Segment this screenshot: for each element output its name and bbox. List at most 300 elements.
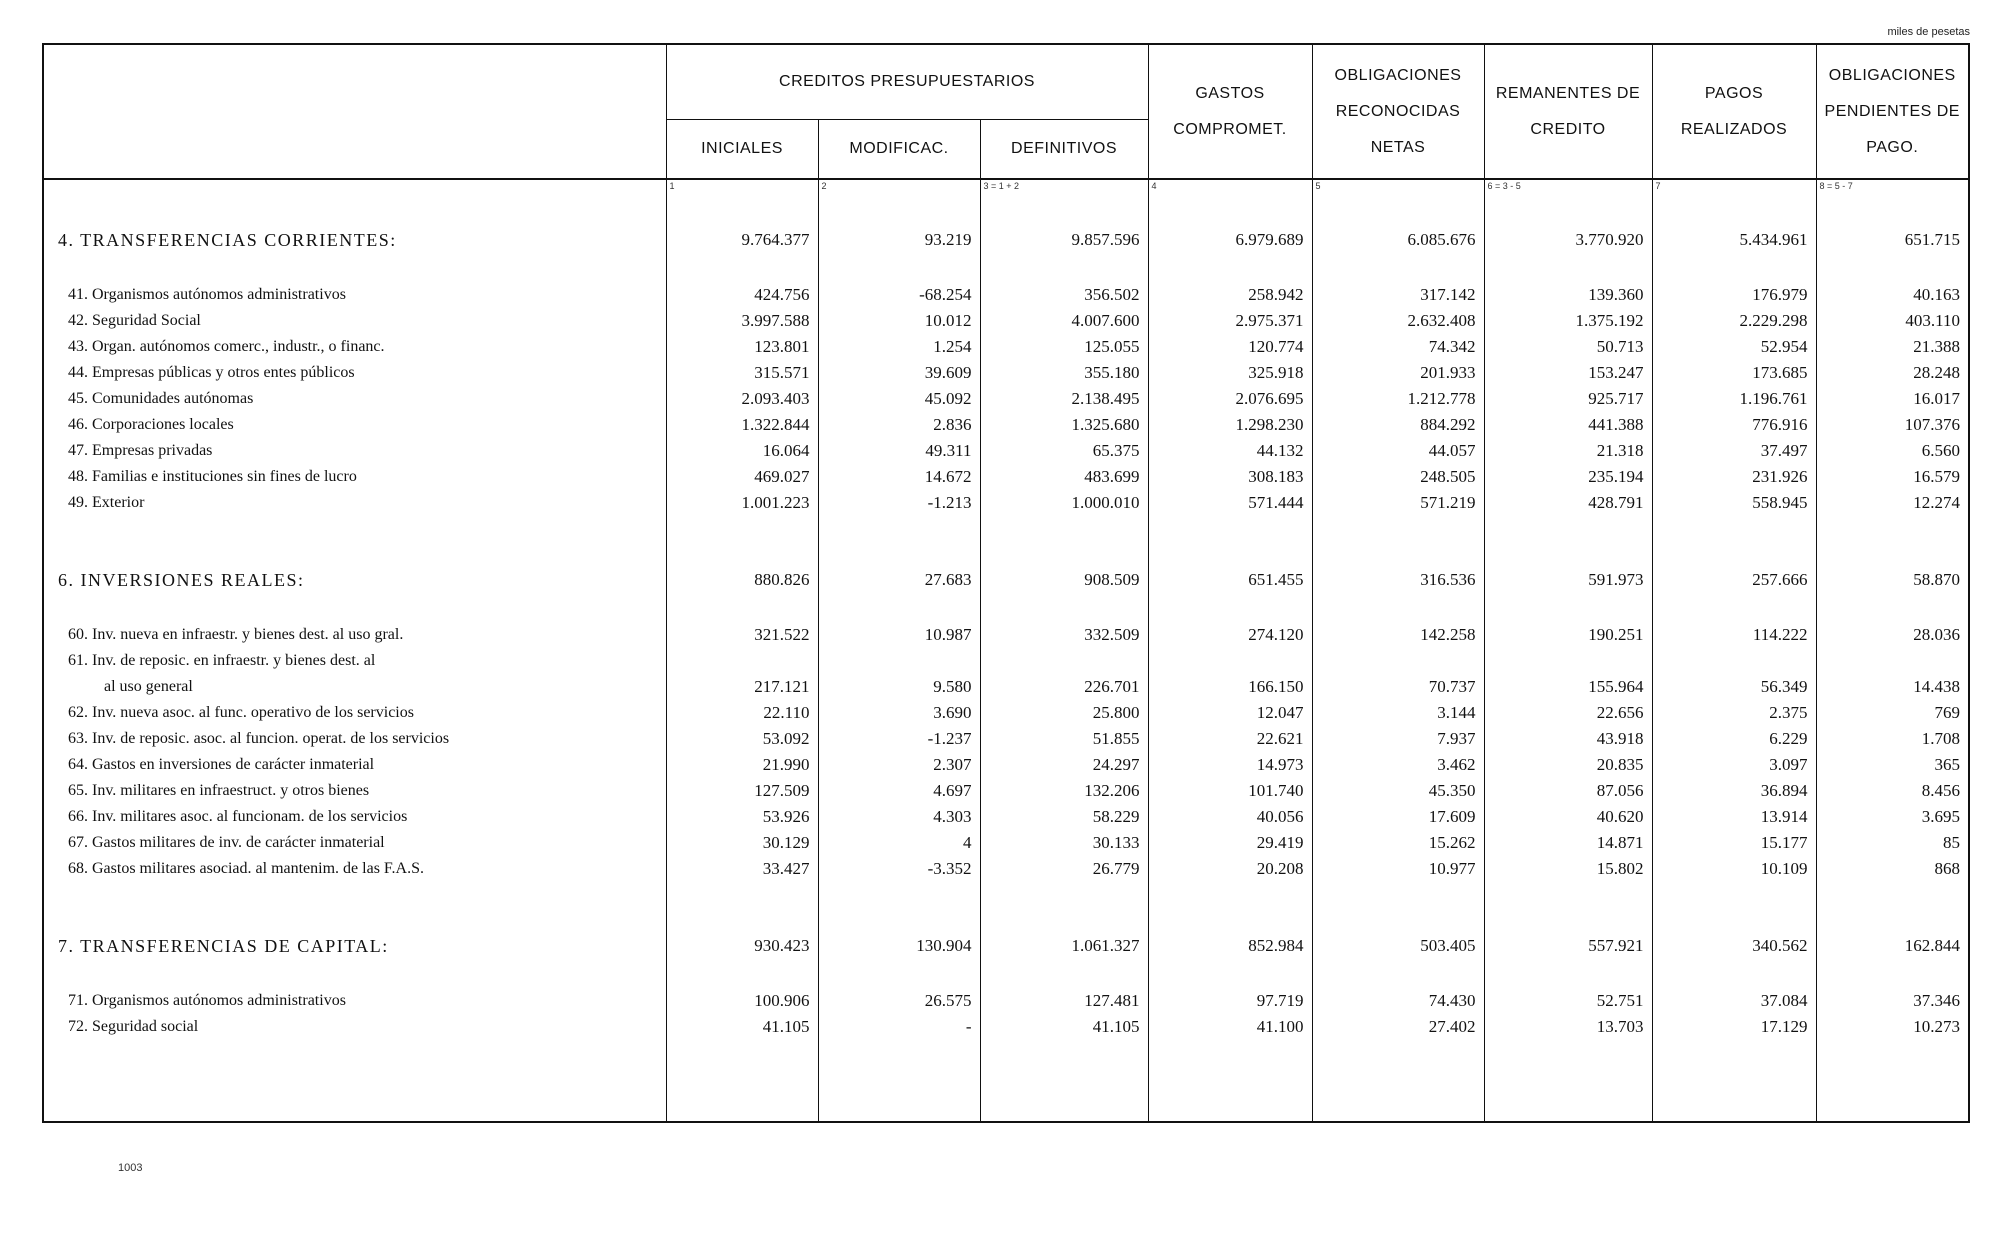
value-cell: 356.502	[980, 282, 1148, 308]
value-cell: -68.254	[818, 282, 980, 308]
value-cell: 40.163	[1816, 282, 1969, 308]
value-cell: -1.237	[818, 726, 980, 752]
row-label: 60. Inv. nueva en infraestr. y bienes dest. al uso gral.	[43, 622, 666, 648]
value-cell: 591.973	[1484, 560, 1652, 600]
spacer-cell	[1816, 966, 1969, 988]
value-cell: 4	[818, 830, 980, 856]
value-cell: 10.109	[1652, 856, 1816, 882]
value-cell: 483.699	[980, 464, 1148, 490]
row-label: 71. Organismos autónomos administrativos	[43, 988, 666, 1014]
value-cell: 37.346	[1816, 988, 1969, 1014]
value-cell: 12.274	[1816, 490, 1969, 516]
value-cell: 22.621	[1148, 726, 1312, 752]
value-cell: 41.105	[980, 1014, 1148, 1040]
value-cell: 257.666	[1652, 560, 1816, 600]
spacer-cell	[666, 966, 818, 988]
value-cell: 3.144	[1312, 700, 1484, 726]
col-index-cell	[43, 179, 666, 198]
spacer-cell	[980, 198, 1148, 220]
header-pendientes: OBLIGACIONES PENDIENTES DE PAGO.	[1816, 44, 1969, 179]
value-cell: 1.322.844	[666, 412, 818, 438]
chapter-row	[43, 560, 1969, 600]
value-cell: 45.350	[1312, 778, 1484, 804]
value-cell: 1.212.778	[1312, 386, 1484, 412]
value-cell: 30.133	[980, 830, 1148, 856]
value-cell: 176.979	[1652, 282, 1816, 308]
spacer-cell	[1484, 198, 1652, 220]
value-cell: 123.801	[666, 334, 818, 360]
header-definitivos: DEFINITIVOS	[980, 120, 1148, 180]
row-label: 63. Inv. de reposic. asoc. al funcion. operat. de los servicios	[43, 726, 666, 752]
value-cell: 2.375	[1652, 700, 1816, 726]
value-cell: 15.262	[1312, 830, 1484, 856]
value-cell: 340.562	[1652, 926, 1816, 966]
value-cell: 127.481	[980, 988, 1148, 1014]
value-cell: 503.405	[1312, 926, 1484, 966]
value-cell: 58.870	[1816, 560, 1969, 600]
value-cell: 308.183	[1148, 464, 1312, 490]
value-cell: 12.047	[1148, 700, 1312, 726]
spacer-row	[43, 966, 1969, 988]
spacer-cell	[980, 260, 1148, 282]
spacer-cell	[43, 198, 666, 220]
chapter-row	[43, 220, 1969, 260]
header-obligaciones: OBLIGACIONES RECONOCIDAS NETAS	[1312, 44, 1484, 179]
value-cell: 52.954	[1652, 334, 1816, 360]
value-cell: 332.509	[980, 622, 1148, 648]
table-row	[43, 438, 1969, 464]
value-cell: 56.349	[1652, 674, 1816, 700]
value-cell: 8.456	[1816, 778, 1969, 804]
spacer-cell	[1652, 966, 1816, 988]
value-cell: 44.057	[1312, 438, 1484, 464]
value-cell: 321.522	[666, 622, 818, 648]
value-cell: 153.247	[1484, 360, 1652, 386]
row-label: 65. Inv. militares en infraestruct. y otros bienes	[43, 778, 666, 804]
value-cell: 258.942	[1148, 282, 1312, 308]
row-label: 64. Gastos en inversiones de carácter inmaterial	[43, 752, 666, 778]
row-label: 42. Seguridad Social	[43, 308, 666, 334]
spacer-cell	[666, 1040, 818, 1122]
spacer-cell	[980, 966, 1148, 988]
value-cell: 26.575	[818, 988, 980, 1014]
filler-row	[43, 1040, 1969, 1122]
value-cell: 65.375	[980, 438, 1148, 464]
value-cell: 1.001.223	[666, 490, 818, 516]
spacer-cell	[1816, 600, 1969, 622]
value-cell: 49.311	[818, 438, 980, 464]
table-row	[43, 464, 1969, 490]
header-gastos: GASTOS COMPROMET.	[1148, 44, 1312, 179]
value-cell: 15.802	[1484, 856, 1652, 882]
row-label: 61. Inv. de reposic. en infraestr. y bienes dest. al	[43, 648, 666, 674]
value-cell: 14.672	[818, 464, 980, 490]
spacer-row	[43, 882, 1969, 926]
value-cell: 28.036	[1816, 622, 1969, 648]
value-cell: 52.751	[1484, 988, 1652, 1014]
spacer-cell	[1312, 882, 1484, 926]
spacer-cell	[1148, 600, 1312, 622]
value-cell: 10.987	[818, 622, 980, 648]
value-cell: 15.177	[1652, 830, 1816, 856]
value-cell: 2.076.695	[1148, 386, 1312, 412]
value-cell: 355.180	[980, 360, 1148, 386]
value-cell: 2.975.371	[1148, 308, 1312, 334]
table-row	[43, 334, 1969, 360]
spacer-cell	[818, 516, 980, 560]
value-cell: 571.444	[1148, 490, 1312, 516]
header-iniciales: INICIALES	[666, 120, 818, 180]
value-cell: 16.579	[1816, 464, 1969, 490]
value-cell: 51.855	[980, 726, 1148, 752]
value-cell: 114.222	[1652, 622, 1816, 648]
unit-note: miles de pesetas	[1887, 26, 1970, 38]
spacer-cell	[1312, 198, 1484, 220]
spacer-cell	[1312, 516, 1484, 560]
value-cell: 3.462	[1312, 752, 1484, 778]
value-cell: 53.092	[666, 726, 818, 752]
value-cell: 769	[1816, 700, 1969, 726]
value-cell: 44.132	[1148, 438, 1312, 464]
spacer-cell	[1816, 1040, 1969, 1122]
spacer-cell	[1816, 198, 1969, 220]
spacer-cell	[1816, 260, 1969, 282]
value-cell: 930.423	[666, 926, 818, 966]
value-cell: 14.871	[1484, 830, 1652, 856]
header-pagos: PAGOS REALIZADOS	[1652, 44, 1816, 179]
spacer-cell	[980, 882, 1148, 926]
table-row	[43, 308, 1969, 334]
col-index-cell: 5	[1312, 179, 1484, 198]
value-cell: 16.017	[1816, 386, 1969, 412]
spacer-cell	[818, 882, 980, 926]
value-cell: 9.857.596	[980, 220, 1148, 260]
spacer-cell	[1484, 966, 1652, 988]
row-label: 66. Inv. militares asoc. al funcionam. de los servicios	[43, 804, 666, 830]
header-concept-blank	[43, 44, 666, 179]
value-cell: 9.580	[818, 674, 980, 700]
value-cell: 21.318	[1484, 438, 1652, 464]
value-cell: 127.509	[666, 778, 818, 804]
value-cell: 74.342	[1312, 334, 1484, 360]
spacer-row	[43, 516, 1969, 560]
value-cell: 315.571	[666, 360, 818, 386]
spacer-row	[43, 260, 1969, 282]
value-cell: 27.402	[1312, 1014, 1484, 1040]
value-cell: 880.826	[666, 560, 818, 600]
spacer-cell	[980, 600, 1148, 622]
value-cell: 1.298.230	[1148, 412, 1312, 438]
spacer-cell	[1148, 516, 1312, 560]
value-cell: 884.292	[1312, 412, 1484, 438]
header-creditos: CREDITOS PRESUPUESTARIOS	[666, 44, 1148, 120]
col-index-cell: 7	[1652, 179, 1816, 198]
value-cell: 21.388	[1816, 334, 1969, 360]
value-cell: 21.990	[666, 752, 818, 778]
value-cell	[1484, 648, 1652, 674]
value-cell: -1.213	[818, 490, 980, 516]
value-cell: 45.092	[818, 386, 980, 412]
spacer-cell	[818, 260, 980, 282]
spacer-cell	[980, 516, 1148, 560]
value-cell: 173.685	[1652, 360, 1816, 386]
value-cell: 97.719	[1148, 988, 1312, 1014]
row-label: 47. Empresas privadas	[43, 438, 666, 464]
value-cell	[666, 648, 818, 674]
table-header	[43, 44, 1969, 179]
value-cell: 4.303	[818, 804, 980, 830]
value-cell: 651.455	[1148, 560, 1312, 600]
spacer-cell	[43, 966, 666, 988]
value-cell	[1148, 648, 1312, 674]
spacer-cell	[1652, 198, 1816, 220]
value-cell: 317.142	[1312, 282, 1484, 308]
value-cell: 235.194	[1484, 464, 1652, 490]
value-cell: 2.836	[818, 412, 980, 438]
spacer-cell	[1312, 600, 1484, 622]
value-cell: 74.430	[1312, 988, 1484, 1014]
row-label: 41. Organismos autónomos administrativos	[43, 282, 666, 308]
value-cell: 85	[1816, 830, 1969, 856]
value-cell: 201.933	[1312, 360, 1484, 386]
value-cell: 10.012	[818, 308, 980, 334]
spacer-cell	[1312, 1040, 1484, 1122]
spacer-cell	[1816, 516, 1969, 560]
spacer-cell	[666, 516, 818, 560]
value-cell: 6.979.689	[1148, 220, 1312, 260]
spacer-cell	[980, 1040, 1148, 1122]
value-cell: 3.690	[818, 700, 980, 726]
value-cell: 120.774	[1148, 334, 1312, 360]
col-index-cell: 8 = 5 - 7	[1816, 179, 1969, 198]
table-row	[43, 856, 1969, 882]
table-row	[43, 1014, 1969, 1040]
value-cell: 14.973	[1148, 752, 1312, 778]
value-cell: 469.027	[666, 464, 818, 490]
spacer-cell	[1652, 260, 1816, 282]
header-remanentes: REMANENTES DE CREDITO	[1484, 44, 1652, 179]
value-cell: 17.609	[1312, 804, 1484, 830]
spacer-cell	[818, 1040, 980, 1122]
value-cell: 17.129	[1652, 1014, 1816, 1040]
value-cell: 101.740	[1148, 778, 1312, 804]
col-index-cell: 4	[1148, 179, 1312, 198]
value-cell: 441.388	[1484, 412, 1652, 438]
value-cell: 908.509	[980, 560, 1148, 600]
value-cell: 70.737	[1312, 674, 1484, 700]
budget-table	[42, 43, 1970, 1123]
spacer-cell	[1312, 966, 1484, 988]
table-row	[43, 988, 1969, 1014]
spacer-cell	[1816, 882, 1969, 926]
value-cell: 166.150	[1148, 674, 1312, 700]
value-cell: 22.110	[666, 700, 818, 726]
value-cell: 93.219	[818, 220, 980, 260]
value-cell: 13.914	[1652, 804, 1816, 830]
table-row	[43, 830, 1969, 856]
value-cell: 132.206	[980, 778, 1148, 804]
value-cell: 428.791	[1484, 490, 1652, 516]
value-cell: 10.977	[1312, 856, 1484, 882]
row-label: 43. Organ. autónomos comerc., industr., o financ.	[43, 334, 666, 360]
table-row	[43, 674, 1969, 700]
row-label: 67. Gastos militares de inv. de carácter inmaterial	[43, 830, 666, 856]
spacer-cell	[666, 260, 818, 282]
value-cell: 316.536	[1312, 560, 1484, 600]
value-cell: 30.129	[666, 830, 818, 856]
value-cell: 231.926	[1652, 464, 1816, 490]
value-cell: 37.084	[1652, 988, 1816, 1014]
row-label: 6. INVERSIONES REALES:	[43, 560, 666, 600]
col-index-cell: 1	[666, 179, 818, 198]
value-cell: 58.229	[980, 804, 1148, 830]
value-cell: 651.715	[1816, 220, 1969, 260]
row-label: 48. Familias e instituciones sin fines de lucro	[43, 464, 666, 490]
value-cell: 16.064	[666, 438, 818, 464]
row-label: 72. Seguridad social	[43, 1014, 666, 1040]
value-cell: 36.894	[1652, 778, 1816, 804]
spacer-cell	[1484, 882, 1652, 926]
col-index-cell: 3 = 1 + 2	[980, 179, 1148, 198]
header-modificac: MODIFICAC.	[818, 120, 980, 180]
value-cell: 40.620	[1484, 804, 1652, 830]
table-row	[43, 386, 1969, 412]
value-cell: 20.208	[1148, 856, 1312, 882]
value-cell: 2.093.403	[666, 386, 818, 412]
value-cell: -3.352	[818, 856, 980, 882]
value-cell: 155.964	[1484, 674, 1652, 700]
value-cell: 571.219	[1312, 490, 1484, 516]
spacer-cell	[1652, 516, 1816, 560]
spacer-cell	[818, 198, 980, 220]
spacer-cell	[1484, 260, 1652, 282]
value-cell: 13.703	[1484, 1014, 1652, 1040]
value-cell	[980, 648, 1148, 674]
value-cell: 41.100	[1148, 1014, 1312, 1040]
spacer-cell	[43, 260, 666, 282]
row-label: 4. TRANSFERENCIAS CORRIENTES:	[43, 220, 666, 260]
spacer-cell	[1484, 1040, 1652, 1122]
value-cell: 53.926	[666, 804, 818, 830]
value-cell: 24.297	[980, 752, 1148, 778]
value-cell: 29.419	[1148, 830, 1312, 856]
table-row	[43, 700, 1969, 726]
spacer-cell	[1652, 600, 1816, 622]
value-cell: 130.904	[818, 926, 980, 966]
value-cell: 6.560	[1816, 438, 1969, 464]
spacer-cell	[1148, 966, 1312, 988]
value-cell: 10.273	[1816, 1014, 1969, 1040]
value-cell: 2.307	[818, 752, 980, 778]
row-label: 45. Comunidades autónomas	[43, 386, 666, 412]
value-cell: 217.121	[666, 674, 818, 700]
spacer-cell	[666, 198, 818, 220]
value-cell: 4.007.600	[980, 308, 1148, 334]
value-cell: 190.251	[1484, 622, 1652, 648]
value-cell: 6.229	[1652, 726, 1816, 752]
value-cell: 39.609	[818, 360, 980, 386]
value-cell: 26.779	[980, 856, 1148, 882]
table-row	[43, 752, 1969, 778]
table-row	[43, 360, 1969, 386]
page-number: 1003	[118, 1162, 143, 1174]
value-cell: 125.055	[980, 334, 1148, 360]
value-cell: 1.254	[818, 334, 980, 360]
value-cell: 33.427	[666, 856, 818, 882]
table-row	[43, 622, 1969, 648]
value-cell: 28.248	[1816, 360, 1969, 386]
value-cell: 1.196.761	[1652, 386, 1816, 412]
value-cell: 226.701	[980, 674, 1148, 700]
value-cell: 9.764.377	[666, 220, 818, 260]
value-cell: 37.497	[1652, 438, 1816, 464]
value-cell: 43.918	[1484, 726, 1652, 752]
value-cell: 325.918	[1148, 360, 1312, 386]
spacer-cell	[1148, 1040, 1312, 1122]
spacer-cell	[1484, 516, 1652, 560]
value-cell: 142.258	[1312, 622, 1484, 648]
value-cell: 25.800	[980, 700, 1148, 726]
table-row	[43, 778, 1969, 804]
value-cell: 1.325.680	[980, 412, 1148, 438]
value-cell: 162.844	[1816, 926, 1969, 966]
col-index-cell: 2	[818, 179, 980, 198]
value-cell: 852.984	[1148, 926, 1312, 966]
table-row	[43, 726, 1969, 752]
col-index-cell: 6 = 3 - 5	[1484, 179, 1652, 198]
spacer-cell	[1148, 882, 1312, 926]
value-cell: 3.997.588	[666, 308, 818, 334]
value-cell: 22.656	[1484, 700, 1652, 726]
value-cell	[818, 648, 980, 674]
value-cell: 403.110	[1816, 308, 1969, 334]
value-cell: 2.229.298	[1652, 308, 1816, 334]
spacer-cell	[1484, 600, 1652, 622]
spacer-cell	[1652, 1040, 1816, 1122]
value-cell: 139.360	[1484, 282, 1652, 308]
table-row	[43, 282, 1969, 308]
row-label: 68. Gastos militares asociad. al mantenim. de las F.A.S.	[43, 856, 666, 882]
row-label: al uso general	[43, 674, 666, 700]
table-row	[43, 490, 1969, 516]
value-cell: 41.105	[666, 1014, 818, 1040]
value-cell: 274.120	[1148, 622, 1312, 648]
spacer-cell	[818, 600, 980, 622]
row-label: 7. TRANSFERENCIAS DE CAPITAL:	[43, 926, 666, 966]
spacer-row	[43, 600, 1969, 622]
value-cell: 5.434.961	[1652, 220, 1816, 260]
table-row	[43, 804, 1969, 830]
value-cell: 87.056	[1484, 778, 1652, 804]
value-cell: 107.376	[1816, 412, 1969, 438]
value-cell: 3.097	[1652, 752, 1816, 778]
table-body	[43, 179, 1969, 1122]
value-cell: 6.085.676	[1312, 220, 1484, 260]
value-cell: 1.375.192	[1484, 308, 1652, 334]
spacer-cell	[1312, 260, 1484, 282]
value-cell: 1.000.010	[980, 490, 1148, 516]
spacer-cell	[43, 516, 666, 560]
table-row	[43, 648, 1969, 674]
value-cell: 50.713	[1484, 334, 1652, 360]
value-cell	[1652, 648, 1816, 674]
value-cell: 2.632.408	[1312, 308, 1484, 334]
value-cell: 20.835	[1484, 752, 1652, 778]
value-cell: 14.438	[1816, 674, 1969, 700]
spacer-cell	[1148, 198, 1312, 220]
value-cell: 27.683	[818, 560, 980, 600]
row-label: 49. Exterior	[43, 490, 666, 516]
